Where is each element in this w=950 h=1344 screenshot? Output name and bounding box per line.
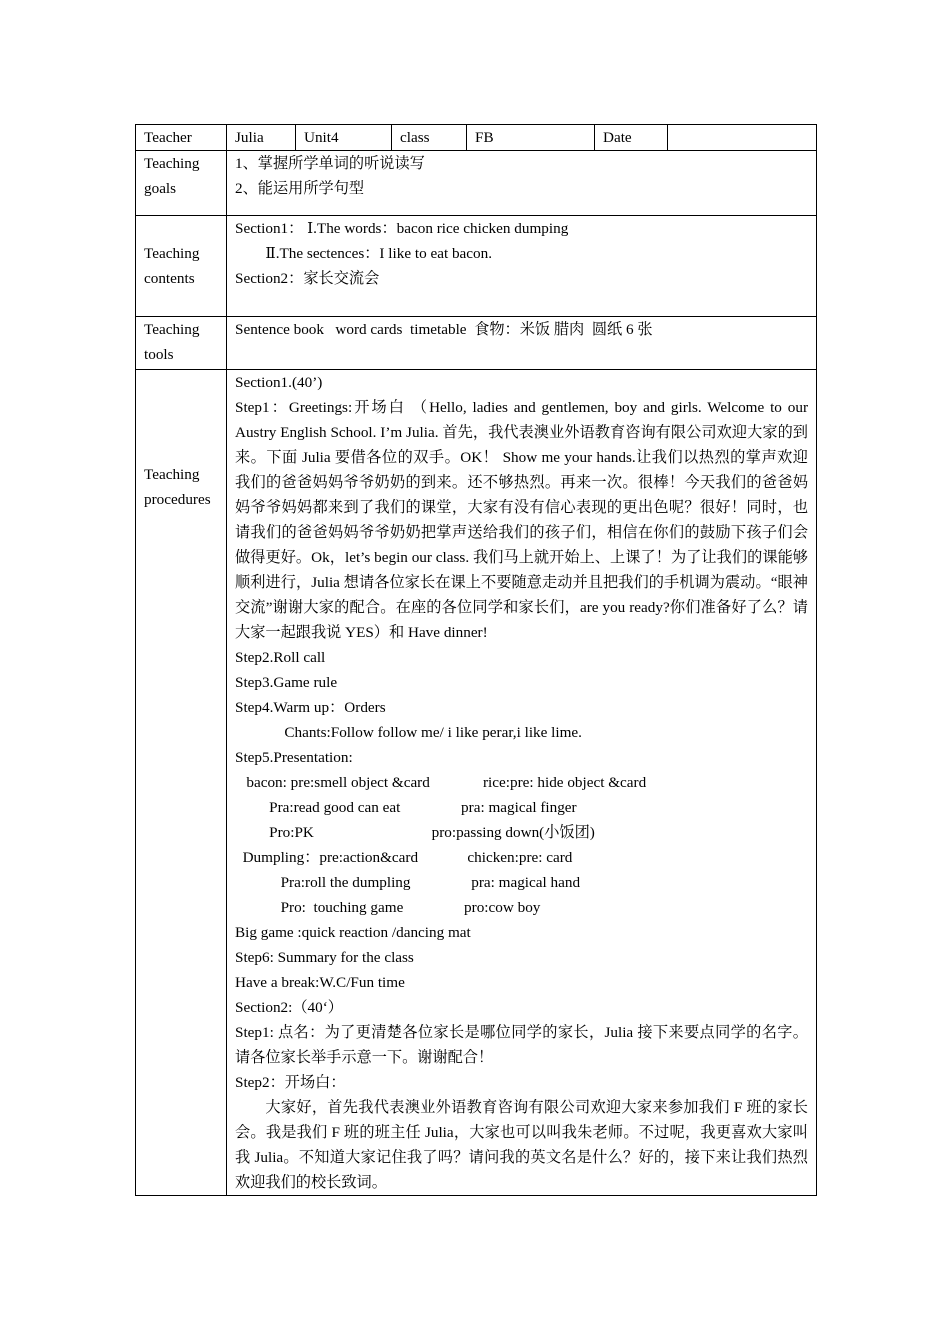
- content-line-3: Section2：家长交流会: [235, 270, 380, 287]
- section2-title: Section2:（40‘）: [235, 999, 343, 1016]
- tools-label: Teaching tools: [136, 317, 227, 370]
- goals-label: Teaching goals: [136, 151, 227, 216]
- content-line-1: Section1： Ⅰ.The words：bacon rice chicken dumping: [235, 220, 569, 237]
- presentation-line-2: Pra:read good can eat pra: magical finger: [235, 799, 577, 816]
- header-row: [136, 125, 817, 151]
- class-label: class: [392, 125, 467, 151]
- step1-greetings: Step1：Greetings:开场白 （Hello, ladies and gentlemen, boy and girls. Welcome to our Austry English School. I’m Julia. 首先，我代表澳业外语教育咨询有限公司欢迎大家的到来。下面 Julia 要借各位的双手。OK！ Show me your hands.让我们以热烈的掌声欢迎我们的爸爸妈妈爷爷奶奶的到来。还不够热烈。再来一次。很棒！今天我们的爸爸妈妈爷爷妈妈都来到了我们的课堂，大家有没有信心表现的更出色呢？很好！同时，也请我们的爸爸妈妈爷爷奶奶把掌声送给我们的孩子们，相信在你们的鼓励下孩子们会做得更好。Ok，let’s begin our class. 我们马上就开始上、上课了！为了让我们的课能够顺利进行，Julia 想请各位家长在课上不要随意走动并且把我们的手机调为震动。“眼神交流”谢谢大家的配合。在座的各位同学和家长们，are you ready?你们准备好了么？请大家一起跟我说 YES）和 Have dinner!: [235, 399, 808, 641]
- presentation-line-3: Pro:PK pro:passing down(小饭团): [235, 824, 595, 841]
- section2-paragraph: 大家好，首先我代表澳业外语教育咨询有限公司欢迎大家来参加我们 F 班的家长会。我是我们 F 班的班主任 Julia，大家也可以叫我朱老师。不过呢，我更喜欢大家叫我 Julia。不知道大家记住我了吗？请问我的英文名是什么？好的，接下来让我们热烈欢迎我们的校长致词。: [235, 1099, 808, 1191]
- date-label: Date: [595, 125, 668, 151]
- section2-step1: Step1: 点名：为了更清楚各位家长是哪位同学的家长，Julia 接下来要点同学的名字。请各位家长举手示意一下。谢谢配合！: [235, 1024, 808, 1066]
- procedures-row: [136, 370, 817, 1196]
- presentation-line-4: Dumpling：pre:action&card chicken:pre: card: [235, 849, 573, 866]
- lesson-plan-table: [135, 124, 817, 1196]
- goals-cell: [227, 151, 817, 216]
- content-line-2: Ⅱ.The sectences：I like to eat bacon.: [235, 245, 493, 262]
- tools-text: Sentence book word cards timetable 食物：米饭 腊肉 圆纸 6 张: [235, 321, 653, 338]
- goal-line-1: 1、掌握所学单词的听说读写: [235, 155, 425, 172]
- step2-roll-call: Step2.Roll call: [235, 649, 326, 666]
- goals-row: [136, 151, 817, 216]
- chant-line: Chants:Follow follow me/ i like perar,i like lime.: [235, 724, 582, 741]
- step3-game-rule: Step3.Game rule: [235, 674, 338, 691]
- contents-row: [136, 216, 817, 317]
- procedures-cell: [227, 370, 817, 1196]
- procedures-label: Teaching procedures: [136, 370, 227, 1196]
- big-game: Big game :quick reaction /dancing mat: [235, 924, 471, 941]
- unit-value: Unit4: [296, 125, 392, 151]
- step6-summary: Step6: Summary for the class: [235, 949, 414, 966]
- step4-warm-up: Step4.Warm up：Orders: [235, 699, 386, 716]
- class-value: FB: [467, 125, 595, 151]
- teacher-label: Teacher: [136, 125, 227, 151]
- presentation-line-1: bacon: pre:smell object &card rice:pre: hide object &card: [235, 774, 647, 791]
- contents-cell: [227, 216, 817, 317]
- break-line: Have a break:W.C/Fun time: [235, 974, 405, 991]
- tools-row: [136, 317, 817, 370]
- presentation-line-5: Pra:roll the dumpling pra: magical hand: [235, 874, 581, 891]
- presentation-line-6: Pro: touching game pro:cow boy: [235, 899, 541, 916]
- section1-title: Section1.(40’): [235, 374, 323, 391]
- tools-cell: [227, 317, 817, 370]
- goal-line-2: 2、能运用所学句型: [235, 180, 365, 197]
- teacher-name: Julia: [227, 125, 296, 151]
- section2-step2: Step2：开场白：: [235, 1074, 346, 1091]
- step5-presentation: Step5.Presentation:: [235, 749, 353, 766]
- date-value: [668, 125, 817, 151]
- contents-label: Teaching contents: [136, 216, 227, 317]
